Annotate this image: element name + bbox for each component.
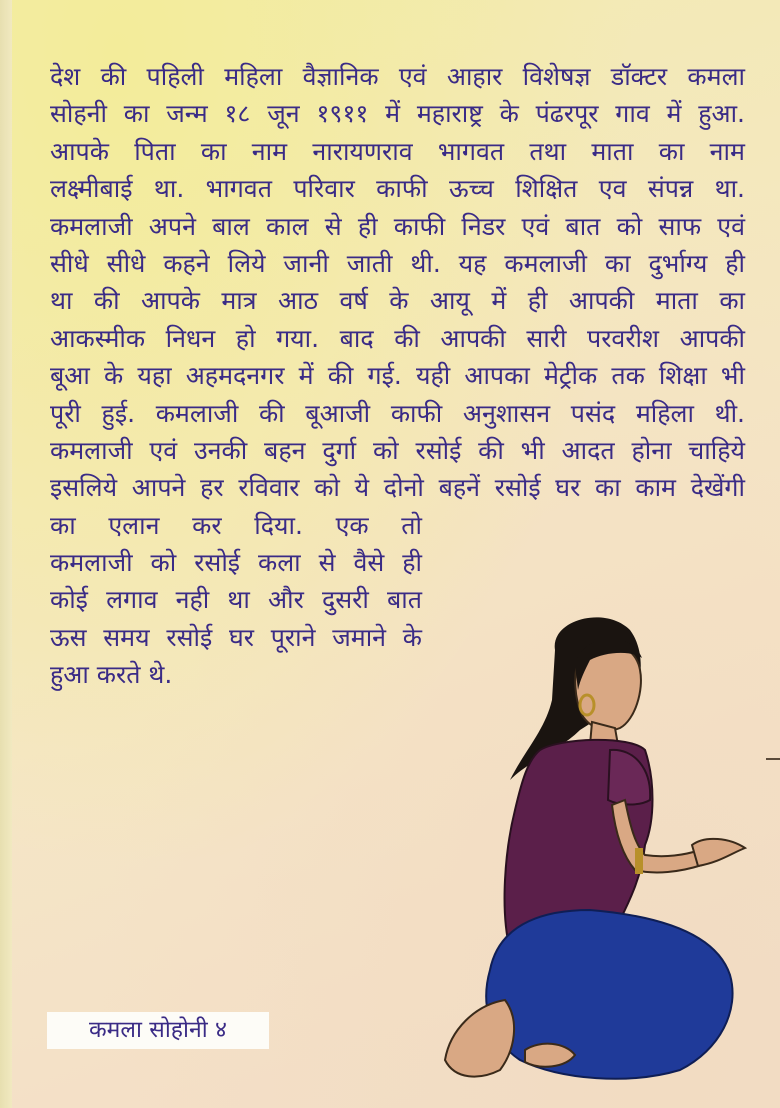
page-footer-label: कमला सोहोनी ४ (47, 1012, 269, 1049)
text-line: कमलाजी अपने बाल काल से ही काफी निडर एवं बात को साफ एवं (50, 211, 745, 241)
text-line: था की आपके मात्र आठ वर्ष के आयू में ही आपकी माता का (50, 286, 745, 316)
text-line: बूआ के यहा अहमदनगर में की गई. यही आपका मेट्रीक तक शिक्षा भी (50, 361, 745, 391)
text-line: इसलिये आपने हर रविवार को ये दोनो बहनें रसोई घर का काम देखेंगी (50, 473, 745, 503)
text-line: लक्ष्मीबाई था. भागवत परिवार काफी ऊच्च शिक्षित एव संपन्न था. (50, 174, 745, 204)
text-line: देश की पहिली महिला वैज्ञानिक एवं आहार विशेषज्ञ डॉक्टर कमला (50, 62, 745, 91)
text-line: पूरी हुई. कमलाजी की बूआजी काफी अनुशासन पसंद महिला थी. (50, 398, 745, 428)
text-line: आपके पिता का नाम नारायणराव भागवत तथा माता का नाम (50, 136, 745, 166)
text-line-narrow: हुआ करते थे. (50, 660, 173, 690)
text-line: आकस्मीक निधन हो गया. बाद की आपकी सारी परवरीश आपकी (50, 323, 745, 353)
text-line-narrow: का एलान कर दिया. एक तो (50, 510, 422, 540)
text-line: सीधे सीधे कहने लिये जानी जाती थी. यह कमलाजी का दुर्भाग्य ही (50, 248, 745, 278)
story-text (50, 58, 745, 694)
edge-mark (766, 758, 780, 760)
girl-sitting-illustration (430, 610, 760, 1090)
text-line-narrow: ऊस समय रसोई घर पूराने जमाने के (50, 622, 422, 652)
text-line: कमलाजी एवं उनकी बहन दुर्गा को रसोई की भी आदत होना चाहिये (50, 435, 745, 465)
text-line: सोहनी का जन्म १८ जून १९११ में महाराष्ट्र के पंढरपूर गाव में हुआ. (50, 99, 745, 129)
text-line-narrow: कमलाजी को रसोई कला से वैसे ही (50, 548, 422, 578)
text-line-narrow: कोई लगाव नही था और दुसरी बात (50, 585, 422, 615)
page-spine (0, 0, 12, 1108)
